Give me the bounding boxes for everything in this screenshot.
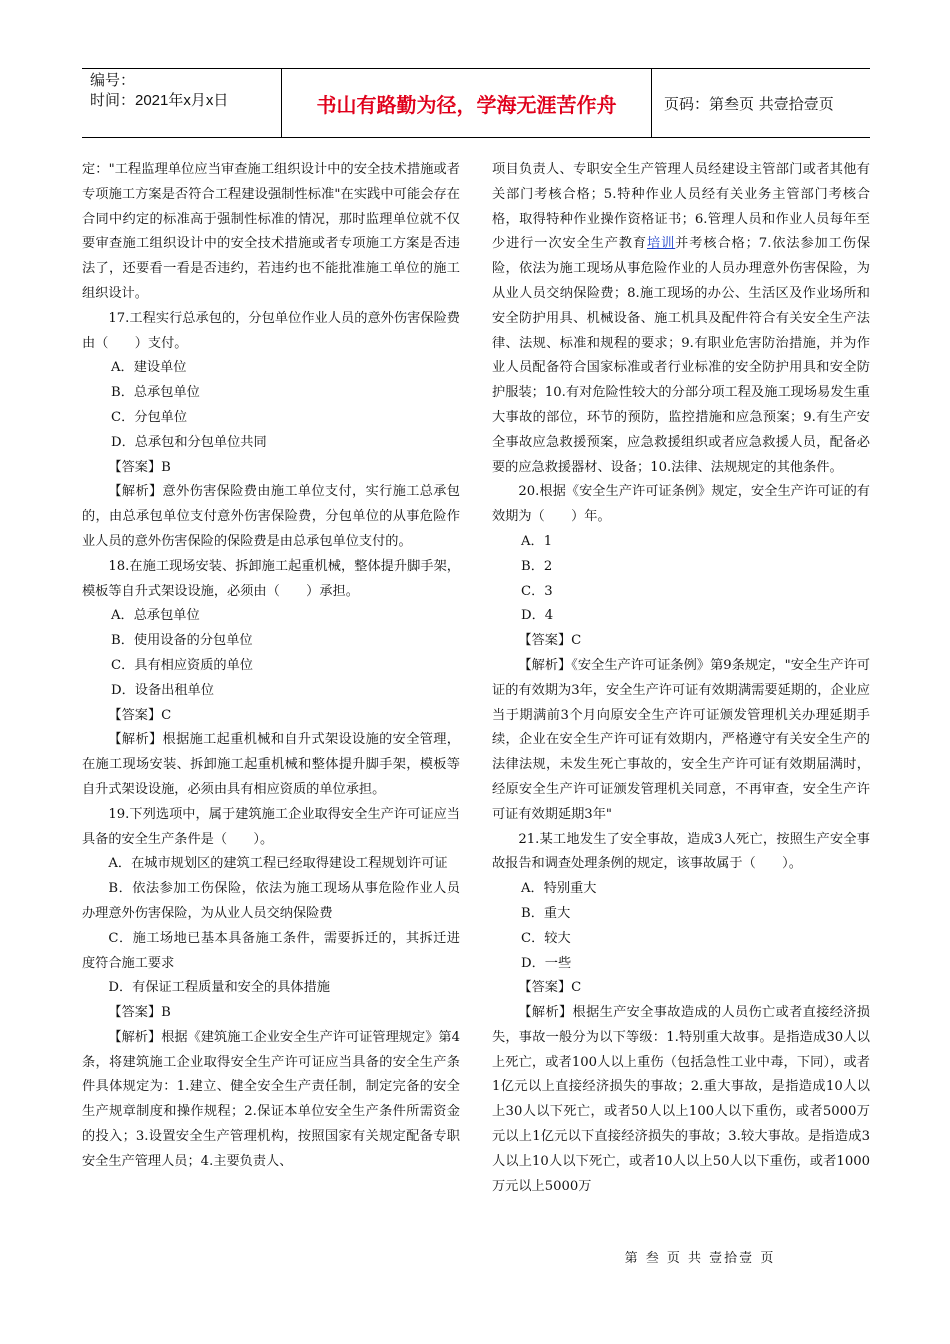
page-header	[82, 68, 870, 138]
question-17: 17.工程实行总承包的，分包单位作业人员的意外伤害保险费由（ ）支付。	[82, 310, 460, 351]
answer: 【答案】B	[108, 459, 171, 475]
option: A．总承包单位	[111, 608, 200, 624]
answer: 【答案】B	[108, 1005, 171, 1021]
question-21: 21.某工地发生了安全事故，造成3人死亡，按照生产安全事故报告和调查处理条例的规定，该事故属于（ ）。	[492, 831, 870, 872]
option: A．1	[521, 533, 553, 549]
right-column	[492, 158, 870, 1199]
paragraph-text: 项目负责人、专职安全生产管理人员经建设主管部门或者其他有关部门考核合格；5.特种作业人员经有关业务主管部门考核合格，取得特种作业操作资格证书；6.管理人员和作业人员每年至少进行一次安全生产教育	[492, 162, 870, 252]
document-date: 时间：2021年x月x日	[90, 92, 229, 109]
page-footer: 第 叁 页 共 壹拾壹 页	[624, 1251, 776, 1266]
option: B．依法参加工伤保险，依法为施工现场从事危险作业人员办理意外伤害保险，为从业人员交纳保险费	[82, 881, 460, 921]
explanation: 【解析】根据生产安全事故造成的人员伤亡或者直接经济损失，事故一般分为以下等级：1.特别重大故事。是指造成30人以上死亡，或者100人以上重伤（包括急性工业中毒，下同），或者1亿元以上直接经济损失的事故；2.重大事故，是指造成10人以上30人以下死亡，或者50人以上100人以下重伤，或者5000万元以上1亿元以下直接经济损失的事故；3.较大事故。是指造成3人以上10人以下死亡，或者10人以上50人以下重伤，或者1000万元以上5000万	[492, 1005, 870, 1194]
option: C．3	[521, 583, 553, 599]
explanation: 【解析】意外伤害保险费由施工单位支付，实行施工总承包的，由总承包单位支付意外伤害保险费，分包单位的从事危险作业人员的意外伤害保险的保险费是由总承包单位支付的。	[82, 484, 460, 549]
option: A．建设单位	[111, 360, 187, 376]
header-page-info: 页码：第叁页 共壹拾壹页	[664, 94, 834, 113]
question-18: 18.在施工现场安装、拆卸施工起重机械，整体提升脚手架，模板等自升式架设设施，必须由（ ）承担。	[82, 558, 460, 599]
paragraph-text: 并考核合格；7.依法参加工伤保险，依法为施工现场从事危险作业的人员办理意外伤害保险，为从业人员交纳保险费；8.施工现场的办公、生活区及作业场所和安全防护用具、机械设备、施工机具及配件符合有关安全生产法律、法规、标准和规程的要求；9.有职业危害防治措施，并为作业人员配备符合国家标准或者行业标准的安全防护用具和安全防护服装；10.有对危险性较大的分部分项工程及施工现场易发生重大事故的部位，环节的预防，监控措施和应急预案；9.有生产安全事故应急救援预案，应急救援组织或者应急救援人员，配备必要的应急救援器材、设备；10.法律、法规规定的其他条件。	[492, 236, 871, 475]
answer: 【答案】C	[518, 633, 582, 649]
option: C．具有相应资质的单位	[111, 657, 253, 673]
option: A．特别重大	[521, 881, 597, 897]
answer: 【答案】C	[108, 707, 172, 723]
question-20: 20.根据《安全生产许可证条例》规定，安全生产许可证的有效期为（ ）年。	[492, 484, 870, 525]
option: D．有保证工程质量和安全的具体措施	[108, 980, 330, 996]
option: D．一些	[521, 955, 572, 971]
option: B．2	[521, 558, 553, 574]
header-motto: 书山有路勤为径，学海无涯苦作舟	[282, 69, 652, 137]
option: D．设备出租单位	[111, 682, 214, 698]
left-column	[82, 158, 460, 1175]
answer: 【答案】C	[518, 980, 582, 996]
option: A．在城市规划区的建筑工程已经取得建设工程规划许可证	[108, 856, 448, 872]
header-meta	[82, 69, 282, 137]
option: B．总承包单位	[111, 385, 200, 401]
paragraph: 定："工程监理单位应当审查施工组织设计中的安全技术措施或者专项施工方案是否符合工程建设强制性标准"在实践中可能会存在合同中约定的标准高于强制性标准的情况，那时监理单位就不仅要审查施工组织设计中的安全技术措施或者专项施工方案是否违法了，还要看一看是否违约，若违约也不能批准施工单位的施工组织设计。	[82, 162, 460, 301]
explanation: 【解析】《安全生产许可证条例》第9条规定，"安全生产许可证的有效期为3年，安全生产许可证有效期满需要延期的，企业应当于期满前3个月向原安全生产许可证颁发管理机关办理延期手续，企业在安全生产许可证有效期内，严格遵守有关安全生产的法律法规，未发生死亡事故的，安全生产许可证有效期届满时，经原安全生产许可证颁发管理机关同意，不再审查，安全生产许可证有效期延期3年"	[492, 657, 870, 822]
option: C．分包单位	[111, 409, 188, 425]
training-link[interactable]: 培训	[646, 236, 676, 252]
option: D．总承包和分包单位共同	[111, 434, 267, 450]
option: B．重大	[521, 905, 571, 921]
question-19: 19.下列选项中，属于建筑施工企业取得安全生产许可证应当具备的安全生产条件是（ ）。	[82, 806, 460, 847]
option: D．4	[521, 608, 554, 624]
paragraph	[492, 158, 870, 480]
option: C．施工场地已基本具备施工条件，需要拆迁的，其拆迁进度符合施工要求	[82, 930, 460, 971]
explanation: 【解析】根据施工起重机械和自升式架设设施的安全管理，在施工现场安装、拆卸施工起重机械和整体提升脚手架，模板等自升式架设设施，必须由具有相应资质的单位承担。	[82, 732, 460, 797]
document-number-label: 编号：	[90, 72, 136, 89]
option: B．使用设备的分包单位	[111, 633, 253, 649]
explanation: 【解析】根据《建筑施工企业安全生产许可证管理规定》第4条，将建筑施工企业取得安全生产许可证应当具备的安全生产条件具体规定为：1.建立、健全安全生产责任制，制定完备的安全生产规章制度和操作规程；2.保证本单位安全生产条件所需资金的投入；3.设置安全生产管理机构，按照国家有关规定配备专职安全生产管理人员；4.主要负责人、	[82, 1029, 460, 1169]
option: C．较大	[521, 930, 571, 946]
